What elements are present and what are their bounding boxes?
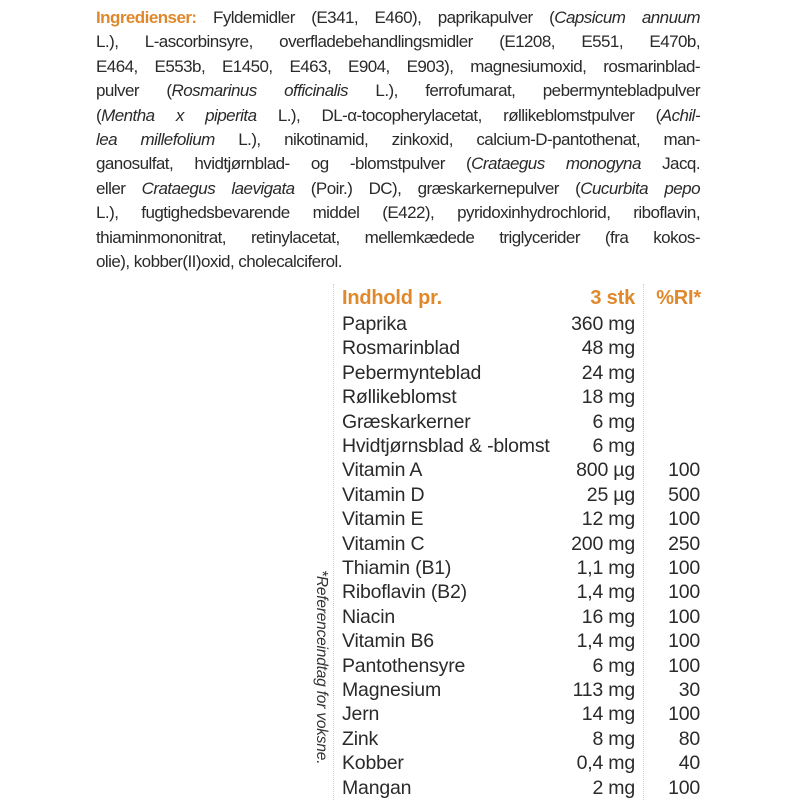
- ingredients-text: (: [96, 105, 102, 125]
- nutrient-ri: 100: [668, 654, 700, 677]
- ingredients-line: [96, 6, 700, 30]
- table-row: [333, 434, 705, 458]
- table-header: [333, 286, 705, 310]
- nutrient-name: Magnesium: [342, 679, 441, 701]
- nutrient-name: Vitamin A: [342, 459, 423, 482]
- latin-name: lea millefolium: [96, 129, 215, 149]
- ingredients-line: [96, 30, 700, 54]
- table-row: [333, 336, 705, 360]
- nutrient-name: Græskarkerner: [342, 410, 471, 433]
- table-row: [333, 385, 705, 409]
- nutrient-amount: 6 mg: [592, 435, 635, 457]
- nutrient-amount: 200 mg: [571, 532, 635, 555]
- table-row: [333, 483, 705, 507]
- ingredients-line: [96, 55, 700, 79]
- nutrient-amount: 25 µg: [586, 483, 635, 506]
- nutrient-name: Niacin: [342, 605, 395, 628]
- nutrient-ri: 40: [678, 752, 700, 775]
- ingredients-line: [96, 104, 700, 128]
- nutrient-amount: 6 mg: [592, 410, 635, 433]
- nutrient-name: Paprika: [342, 313, 407, 335]
- nutrient-name: Vitamin D: [342, 483, 425, 506]
- table-row: [333, 458, 705, 482]
- table-row: [333, 654, 705, 678]
- nutrient-amount: 800 µg: [576, 459, 635, 482]
- nutrient-ri: 100: [668, 776, 700, 799]
- nutrient-name: Hvidtjørnsblad & -blomst: [342, 435, 550, 457]
- table-row: [333, 410, 705, 434]
- ingredients-text: olie), kobber(II)oxid, cholecalciferol.: [96, 251, 342, 271]
- latin-name: Rosmarinus officinalis: [171, 81, 349, 101]
- nutrient-name: Kobber: [342, 752, 404, 775]
- ingredients-text: (Poir.) DC), græskarkernepulver (: [294, 178, 581, 198]
- nutrient-ri: 100: [668, 508, 700, 531]
- nutrient-ri: 100: [668, 703, 700, 726]
- nutrient-amount: 48 mg: [581, 337, 635, 360]
- table-row: [333, 629, 705, 653]
- ingredients-text: L.), DL-α-tocopherylacetat, røllikeblomstpulver (: [256, 105, 661, 125]
- nutrient-amount: 18 mg: [581, 386, 635, 409]
- table-row: [333, 556, 705, 580]
- header-amount: 3 stk: [590, 287, 635, 309]
- latin-name: Crataegus laevigata: [141, 178, 295, 198]
- table-row: [333, 751, 705, 775]
- nutrient-amount: 360 mg: [571, 313, 635, 335]
- ingredients-text: eller: [96, 178, 142, 198]
- nutrient-amount: 24 mg: [581, 361, 635, 384]
- nutrient-name: Rosmarinblad: [342, 337, 460, 360]
- table-row: [333, 507, 705, 531]
- ingredients-text: ganosulfat, hvidtjørnblad- og -blomstpulver (: [96, 154, 472, 174]
- latin-name: Capsicum annuum: [554, 8, 700, 27]
- nutrient-ri: 100: [668, 605, 700, 628]
- nutrient-amount: 2 mg: [592, 776, 635, 799]
- nutrient-name: Vitamin C: [342, 532, 425, 555]
- nutrient-amount: 1,1 mg: [576, 557, 635, 579]
- nutrient-ri: 100: [668, 581, 700, 604]
- ingredients-label: Ingredienser:: [96, 8, 197, 27]
- nutrient-name: Thiamin (B1): [342, 557, 452, 579]
- nutrient-name: Vitamin B6: [342, 630, 434, 653]
- nutrient-ri: 30: [678, 679, 700, 701]
- latin-name: Achil-: [660, 105, 701, 125]
- nutrient-amount: 12 mg: [581, 508, 635, 531]
- ingredients-line: [96, 250, 700, 274]
- table-row: [333, 532, 705, 556]
- nutrient-ri: 250: [668, 532, 700, 555]
- nutrient-amount: 113 mg: [572, 679, 635, 701]
- ingredients-line: [96, 177, 700, 201]
- table-row: [333, 605, 705, 629]
- ingredients-text: L.), fugtighedsbevarende middel (E422), pyridoxinhydrochlorid, riboflavin,: [96, 203, 700, 223]
- ingredients-line: [96, 226, 700, 250]
- nutrient-name: Røllikeblomst: [342, 386, 457, 409]
- nutrient-ri: 100: [668, 459, 700, 482]
- ingredients-line: [96, 201, 700, 225]
- table-row: [333, 361, 705, 385]
- nutrient-name: Pantothensyre: [342, 654, 466, 677]
- table-row: [333, 678, 705, 702]
- table-row: [333, 727, 705, 751]
- nutrient-name: Mangan: [342, 776, 412, 799]
- ingredients-text: thiaminmononitrat, retinylacetat, mellemkædede triglycerider (fra kokos-: [96, 227, 700, 247]
- nutrient-name: Pebermynteblad: [342, 361, 482, 384]
- nutrient-amount: 14 mg: [581, 703, 635, 726]
- header-name: Indhold pr.: [342, 287, 443, 309]
- ingredients-text: L.), ferrofumarat, pebermyntebladpulver: [348, 81, 700, 101]
- nutrient-amount: 0,4 mg: [576, 752, 635, 775]
- ingredients-text: Jacq.: [640, 154, 700, 174]
- nutrition-table: [333, 284, 705, 800]
- table-row: [333, 312, 705, 336]
- nutrient-amount: 6 mg: [592, 654, 635, 677]
- nutrient-name: Jern: [342, 703, 380, 726]
- ingredients-text: pulver (: [96, 81, 172, 101]
- latin-name: Mentha x piperita: [101, 105, 257, 125]
- table-row: [333, 776, 705, 800]
- nutrient-name: Zink: [342, 727, 379, 750]
- ingredients-paragraph: [96, 6, 700, 274]
- nutrient-amount: 1,4 mg: [576, 581, 635, 604]
- ingredients-line: [96, 128, 700, 152]
- nutrient-ri: 100: [668, 557, 700, 579]
- latin-name: Crataegus monogyna: [471, 154, 641, 174]
- ingredients-line: [96, 79, 700, 103]
- ingredients-text: L.), nikotinamid, zinkoxid, calcium-D-pantothenat, man-: [214, 129, 701, 149]
- nutrient-amount: 1,4 mg: [576, 630, 635, 653]
- nutrient-ri: 100: [668, 630, 700, 653]
- table-row: [333, 580, 705, 604]
- nutrient-name: Vitamin E: [342, 508, 424, 531]
- ingredients-text: L.), L-ascorbinsyre, overfladebehandlingsmidler (E1208, E551, E470b,: [96, 32, 700, 52]
- ingredients-text: Fyldemidler (E341, E460), paprikapulver (: [196, 8, 555, 27]
- footnote-rotated: *Referenceindtag for voksne.: [313, 570, 330, 765]
- nutrient-amount: 8 mg: [592, 727, 635, 750]
- nutrient-ri: 500: [668, 483, 700, 506]
- nutrient-name: Riboflavin (B2): [342, 581, 467, 604]
- nutrient-amount: 16 mg: [581, 605, 635, 628]
- table-row: [333, 702, 705, 726]
- header-ri: %RI*: [656, 287, 701, 309]
- latin-name: Cucurbita pepo: [580, 178, 700, 198]
- nutrient-ri: 80: [678, 727, 700, 750]
- ingredients-line: [96, 152, 700, 176]
- ingredients-text: E464, E553b, E1450, E463, E904, E903), magnesiumoxid, rosmarinblad-: [96, 56, 700, 76]
